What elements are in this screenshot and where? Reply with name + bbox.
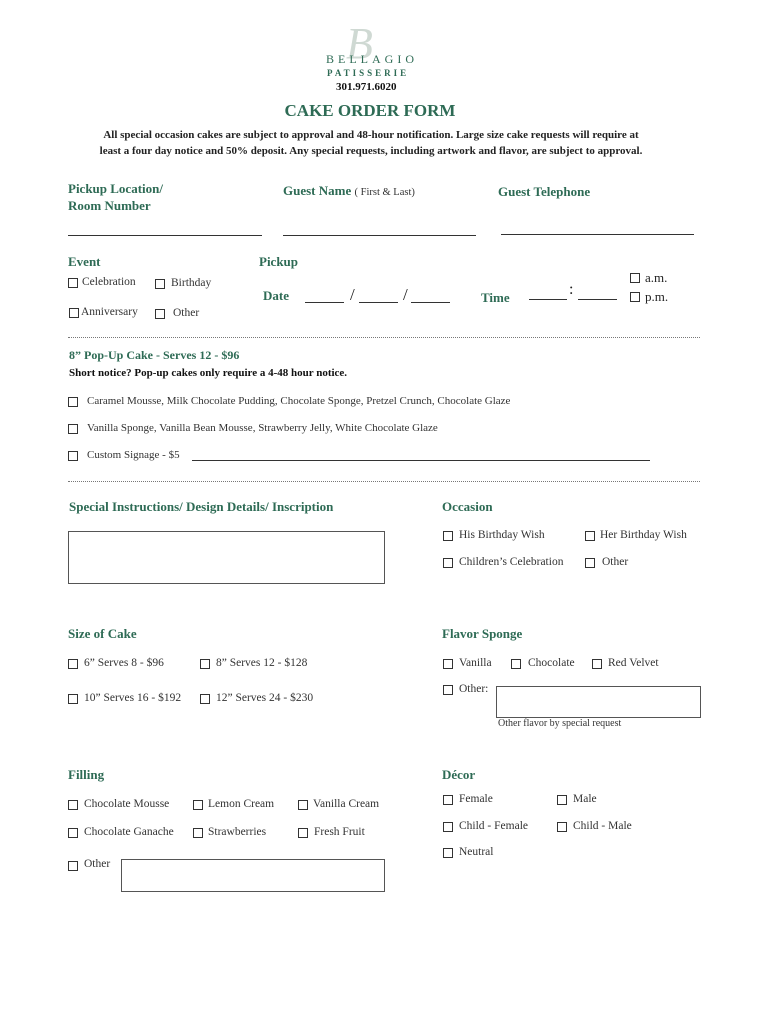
filling-strawberries-label: Strawberries <box>208 826 267 838</box>
page-title: CAKE ORDER FORM <box>284 101 456 120</box>
size-10-checkbox[interactable] <box>68 694 78 704</box>
pickup-heading: Pickup <box>259 254 299 269</box>
time-colon: : <box>569 281 574 298</box>
birthday-label: Birthday <box>171 277 212 289</box>
popup-heading: 8” Pop-Up Cake - Serves 12 - $96 <box>69 348 240 362</box>
decor-child-female-checkbox[interactable] <box>443 822 453 832</box>
popup-notice: Short notice? Pop-up cakes only require a 4-48 hour notice. <box>69 367 348 379</box>
size-8-label: 8” Serves 12 - $128 <box>216 657 308 669</box>
his-birthday-label: His Birthday Wish <box>459 529 545 541</box>
pm-checkbox[interactable] <box>630 292 640 302</box>
am-label: a.m. <box>645 270 668 285</box>
flavor-other-checkbox[interactable] <box>443 685 453 695</box>
decor-male-label: Male <box>573 793 597 805</box>
event-other-checkbox[interactable] <box>155 309 165 319</box>
popup-option-1-label: Caramel Mousse, Milk Chocolate Pudding, Chocolate Sponge, Pretzel Crunch, Chocolate Glaze <box>87 395 511 407</box>
popup-option-1-checkbox[interactable] <box>68 397 78 407</box>
decor-neutral-checkbox[interactable] <box>443 848 453 858</box>
guest-telephone-field[interactable] <box>501 234 694 235</box>
filling-strawberries-checkbox[interactable] <box>193 828 203 838</box>
decor-child-male-checkbox[interactable] <box>557 822 567 832</box>
filling-fruit-checkbox[interactable] <box>298 828 308 838</box>
guest-name-hint: ( First & Last) <box>354 187 415 198</box>
occasion-heading: Occasion <box>442 499 493 514</box>
custom-signage-label: Custom Signage - $5 <box>87 449 180 461</box>
time-minute-field[interactable] <box>578 299 617 300</box>
special-instructions-heading: Special Instructions/ Design Details/ Inscription <box>69 499 334 514</box>
childrens-celebration-checkbox[interactable] <box>443 558 453 568</box>
size-12-label: 12” Serves 24 - $230 <box>216 692 314 704</box>
popup-option-2-checkbox[interactable] <box>68 424 78 434</box>
pickup-location-field[interactable] <box>68 235 262 236</box>
flavor-red-velvet-label: Red Velvet <box>608 657 659 669</box>
decor-neutral-label: Neutral <box>459 846 494 858</box>
logo-sub: PATISSERIE <box>327 68 410 78</box>
pm-label: p.m. <box>645 289 669 304</box>
popup-option-2-label: Vanilla Sponge, Vanilla Bean Mousse, Strawberry Jelly, White Chocolate Glaze <box>87 422 438 434</box>
filling-heading: Filling <box>68 767 105 782</box>
filling-choc-mousse-label: Chocolate Mousse <box>84 798 170 810</box>
date-label: Date <box>263 288 289 303</box>
decor-male-checkbox[interactable] <box>557 795 567 805</box>
flavor-red-velvet-checkbox[interactable] <box>592 659 602 669</box>
logo-monogram: B <box>346 19 373 68</box>
occasion-other-checkbox[interactable] <box>585 558 595 568</box>
her-birthday-checkbox[interactable] <box>585 531 595 541</box>
filling-other-checkbox[interactable] <box>68 861 78 871</box>
filling-lemon-checkbox[interactable] <box>193 800 203 810</box>
flavor-other-label: Other: <box>459 683 489 695</box>
flavor-note: Other flavor by special request <box>498 718 622 729</box>
custom-signage-checkbox[interactable] <box>68 451 78 461</box>
event-heading: Event <box>68 254 101 269</box>
am-checkbox[interactable] <box>630 273 640 283</box>
birthday-checkbox[interactable] <box>155 279 165 289</box>
size-heading: Size of Cake <box>68 626 137 641</box>
time-label: Time <box>481 290 510 305</box>
celebration-label: Celebration <box>82 276 136 288</box>
filling-vanilla-label: Vanilla Cream <box>313 798 380 810</box>
guest-name-field[interactable] <box>283 235 476 236</box>
occasion-other-label: Other <box>602 556 629 568</box>
her-birthday-label: Her Birthday Wish <box>600 529 687 541</box>
special-instructions-input[interactable] <box>68 531 385 584</box>
date-slash-2: / <box>403 285 408 304</box>
decor-child-male-label: Child - Male <box>573 820 632 832</box>
filling-ganache-checkbox[interactable] <box>68 828 78 838</box>
flavor-chocolate-checkbox[interactable] <box>511 659 521 669</box>
date-slash-1: / <box>350 285 355 304</box>
anniversary-label: Anniversary <box>81 306 138 318</box>
filling-other-label: Other <box>84 858 111 870</box>
custom-signage-field[interactable] <box>192 460 650 461</box>
filling-vanilla-checkbox[interactable] <box>298 800 308 810</box>
guest-telephone-label: Guest Telephone <box>498 184 591 199</box>
room-number-label: Room Number <box>68 198 151 213</box>
intro-line-1: All special occasion cakes are subject to approval and 48-hour notification. Large size cake requests will require at <box>103 129 639 141</box>
celebration-checkbox[interactable] <box>68 278 78 288</box>
size-12-checkbox[interactable] <box>200 694 210 704</box>
decor-heading: Décor <box>442 767 476 782</box>
time-hour-field[interactable] <box>529 299 567 300</box>
decor-female-checkbox[interactable] <box>443 795 453 805</box>
flavor-chocolate-label: Chocolate <box>528 657 575 669</box>
event-other-label: Other <box>173 307 200 319</box>
filling-choc-mousse-checkbox[interactable] <box>68 800 78 810</box>
filling-lemon-label: Lemon Cream <box>208 798 275 810</box>
guest-name-text: Guest Name <box>283 183 352 198</box>
date-month-field[interactable] <box>305 302 344 303</box>
size-6-label: 6” Serves 8 - $96 <box>84 657 164 669</box>
flavor-vanilla-checkbox[interactable] <box>443 659 453 669</box>
childrens-celebration-label: Children’s Celebration <box>459 556 564 568</box>
size-6-checkbox[interactable] <box>68 659 78 669</box>
intro-line-2: least a four day notice and 50% deposit. Any special requests, including artwork and flavor, are subject to approval. <box>99 145 643 157</box>
divider-2 <box>68 481 700 482</box>
guest-name-label <box>283 183 415 199</box>
divider-1 <box>68 337 700 338</box>
anniversary-checkbox[interactable] <box>69 308 79 318</box>
filling-other-input[interactable] <box>121 859 385 892</box>
filling-ganache-label: Chocolate Ganache <box>84 826 174 838</box>
size-8-checkbox[interactable] <box>200 659 210 669</box>
decor-female-label: Female <box>459 793 493 805</box>
date-year-field[interactable] <box>411 302 450 303</box>
pickup-location-label: Pickup Location/ <box>68 181 163 196</box>
flavor-vanilla-label: Vanilla <box>459 657 492 669</box>
decor-child-female-label: Child - Female <box>459 820 528 832</box>
logo-name: BELLAGIO <box>326 52 418 66</box>
size-10-label: 10” Serves 16 - $192 <box>84 692 182 704</box>
date-day-field[interactable] <box>359 302 398 303</box>
phone-number: 301.971.6020 <box>336 81 397 93</box>
flavor-other-input[interactable] <box>496 686 701 718</box>
his-birthday-checkbox[interactable] <box>443 531 453 541</box>
flavor-heading: Flavor Sponge <box>442 626 523 641</box>
filling-fruit-label: Fresh Fruit <box>314 826 365 838</box>
